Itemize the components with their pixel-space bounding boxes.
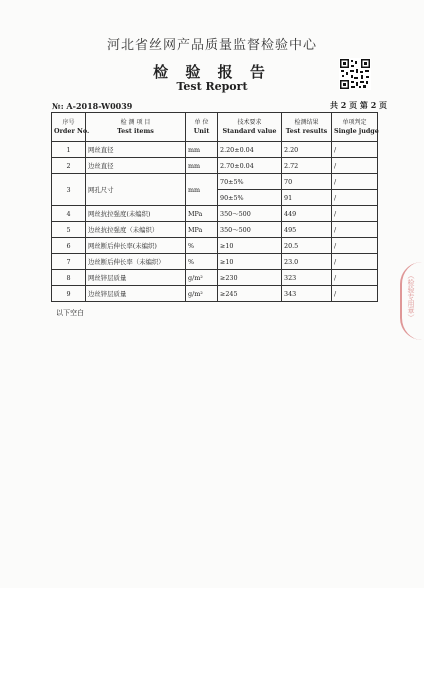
cell-test-item: 网孔尺寸 xyxy=(86,174,186,206)
cell-unit: MPa xyxy=(186,206,218,222)
cell-test-item: 网丝抗拉强度(未编织) xyxy=(86,206,186,222)
cell-judge: / xyxy=(332,190,378,206)
cell-unit: mm xyxy=(186,142,218,158)
cell-result: 449 xyxy=(282,206,332,222)
header-unit: 单 位 Unit xyxy=(186,113,218,142)
table-row xyxy=(52,174,378,190)
cell-test-item: 边丝直径 xyxy=(86,158,186,174)
header-test-results: 检测结果 Test results xyxy=(282,113,332,142)
cell-standard: 70±5% xyxy=(218,174,282,190)
table-row xyxy=(52,270,378,286)
organization-title: 河北省丝网产品质量监督检验中心 xyxy=(106,38,317,53)
cell-standard: 2.70±0.04 xyxy=(218,158,282,174)
cell-unit: mm xyxy=(186,158,218,174)
cell-judge: / xyxy=(332,238,378,254)
seal-stamp-text: （检验专用章） xyxy=(407,272,415,321)
cell-test-item: 网丝直径 xyxy=(86,142,186,158)
cell-standard: 350～500 xyxy=(218,206,282,222)
cell-judge: / xyxy=(332,254,378,270)
cell-standard: ≥245 xyxy=(218,286,282,302)
table-row xyxy=(52,238,378,254)
cell-order-no: 5 xyxy=(52,222,86,238)
cell-test-item: 网丝断后伸长率(未编织) xyxy=(86,238,186,254)
cell-standard: 350～500 xyxy=(218,222,282,238)
cell-order-no: 8 xyxy=(52,270,86,286)
cell-order-no: 9 xyxy=(52,286,86,302)
qr-code-icon xyxy=(339,58,371,90)
cell-result: 91 xyxy=(282,190,332,206)
cell-judge: / xyxy=(332,158,378,174)
blank-area xyxy=(0,588,424,700)
cell-result: 20.5 xyxy=(282,238,332,254)
cell-standard: ≥10 xyxy=(218,238,282,254)
page-indicator: 共 2 页 第 2 页 xyxy=(330,100,388,110)
cell-result: 2.20 xyxy=(282,142,332,158)
cell-judge: / xyxy=(332,270,378,286)
cell-result: 70 xyxy=(282,174,332,190)
cell-order-no: 1 xyxy=(52,142,86,158)
table-row xyxy=(52,158,378,174)
cell-unit: % xyxy=(186,254,218,270)
cell-standard: ≥10 xyxy=(218,254,282,270)
cell-test-item: 边丝断后伸长率（未编织） xyxy=(86,254,186,270)
cell-unit: g/m² xyxy=(186,270,218,286)
header-single-judge: 单项判定 Single judge xyxy=(332,113,378,142)
header-order-no: 序号 Order No. xyxy=(52,113,86,142)
cell-test-item: 网丝锌层质量 xyxy=(86,270,186,286)
blank-below-note: 以下空白 xyxy=(56,309,84,317)
cell-standard: 2.20±0.04 xyxy=(218,142,282,158)
cell-result: 23.0 xyxy=(282,254,332,270)
cell-result: 495 xyxy=(282,222,332,238)
table-row xyxy=(52,222,378,238)
cell-unit: MPa xyxy=(186,222,218,238)
cell-result: 343 xyxy=(282,286,332,302)
cell-order-no: 7 xyxy=(52,254,86,270)
header-test-items: 检 测 项 目 Test items xyxy=(86,113,186,142)
cell-judge: / xyxy=(332,222,378,238)
cell-unit: g/m² xyxy=(186,286,218,302)
cell-test-item: 边丝抗拉强度（未编织） xyxy=(86,222,186,238)
cell-order-no: 4 xyxy=(52,206,86,222)
cell-standard: 90±5% xyxy=(218,190,282,206)
cell-order-no: 3 xyxy=(52,174,86,206)
report-number: №: A-2018-W0039 xyxy=(52,101,133,111)
cell-result: 2.72 xyxy=(282,158,332,174)
table-header-row xyxy=(52,113,378,142)
header-standard-value: 技术要求 Standard value xyxy=(218,113,282,142)
cell-unit: % xyxy=(186,238,218,254)
table-row xyxy=(52,254,378,270)
cell-standard: ≥230 xyxy=(218,270,282,286)
cell-order-no: 2 xyxy=(52,158,86,174)
cell-judge: / xyxy=(332,206,378,222)
cell-order-no: 6 xyxy=(52,238,86,254)
report-title-en: Test Report xyxy=(176,80,248,93)
cell-test-item: 边丝锌层质量 xyxy=(86,286,186,302)
report-title-cn: 检 验 报 告 xyxy=(153,63,271,81)
cell-judge: / xyxy=(332,142,378,158)
cell-judge: / xyxy=(332,286,378,302)
cell-judge: / xyxy=(332,174,378,190)
cell-result: 323 xyxy=(282,270,332,286)
results-table xyxy=(51,112,378,302)
cell-unit: mm xyxy=(186,174,218,206)
table-row xyxy=(52,206,378,222)
table-row xyxy=(52,286,378,302)
table-row xyxy=(52,142,378,158)
